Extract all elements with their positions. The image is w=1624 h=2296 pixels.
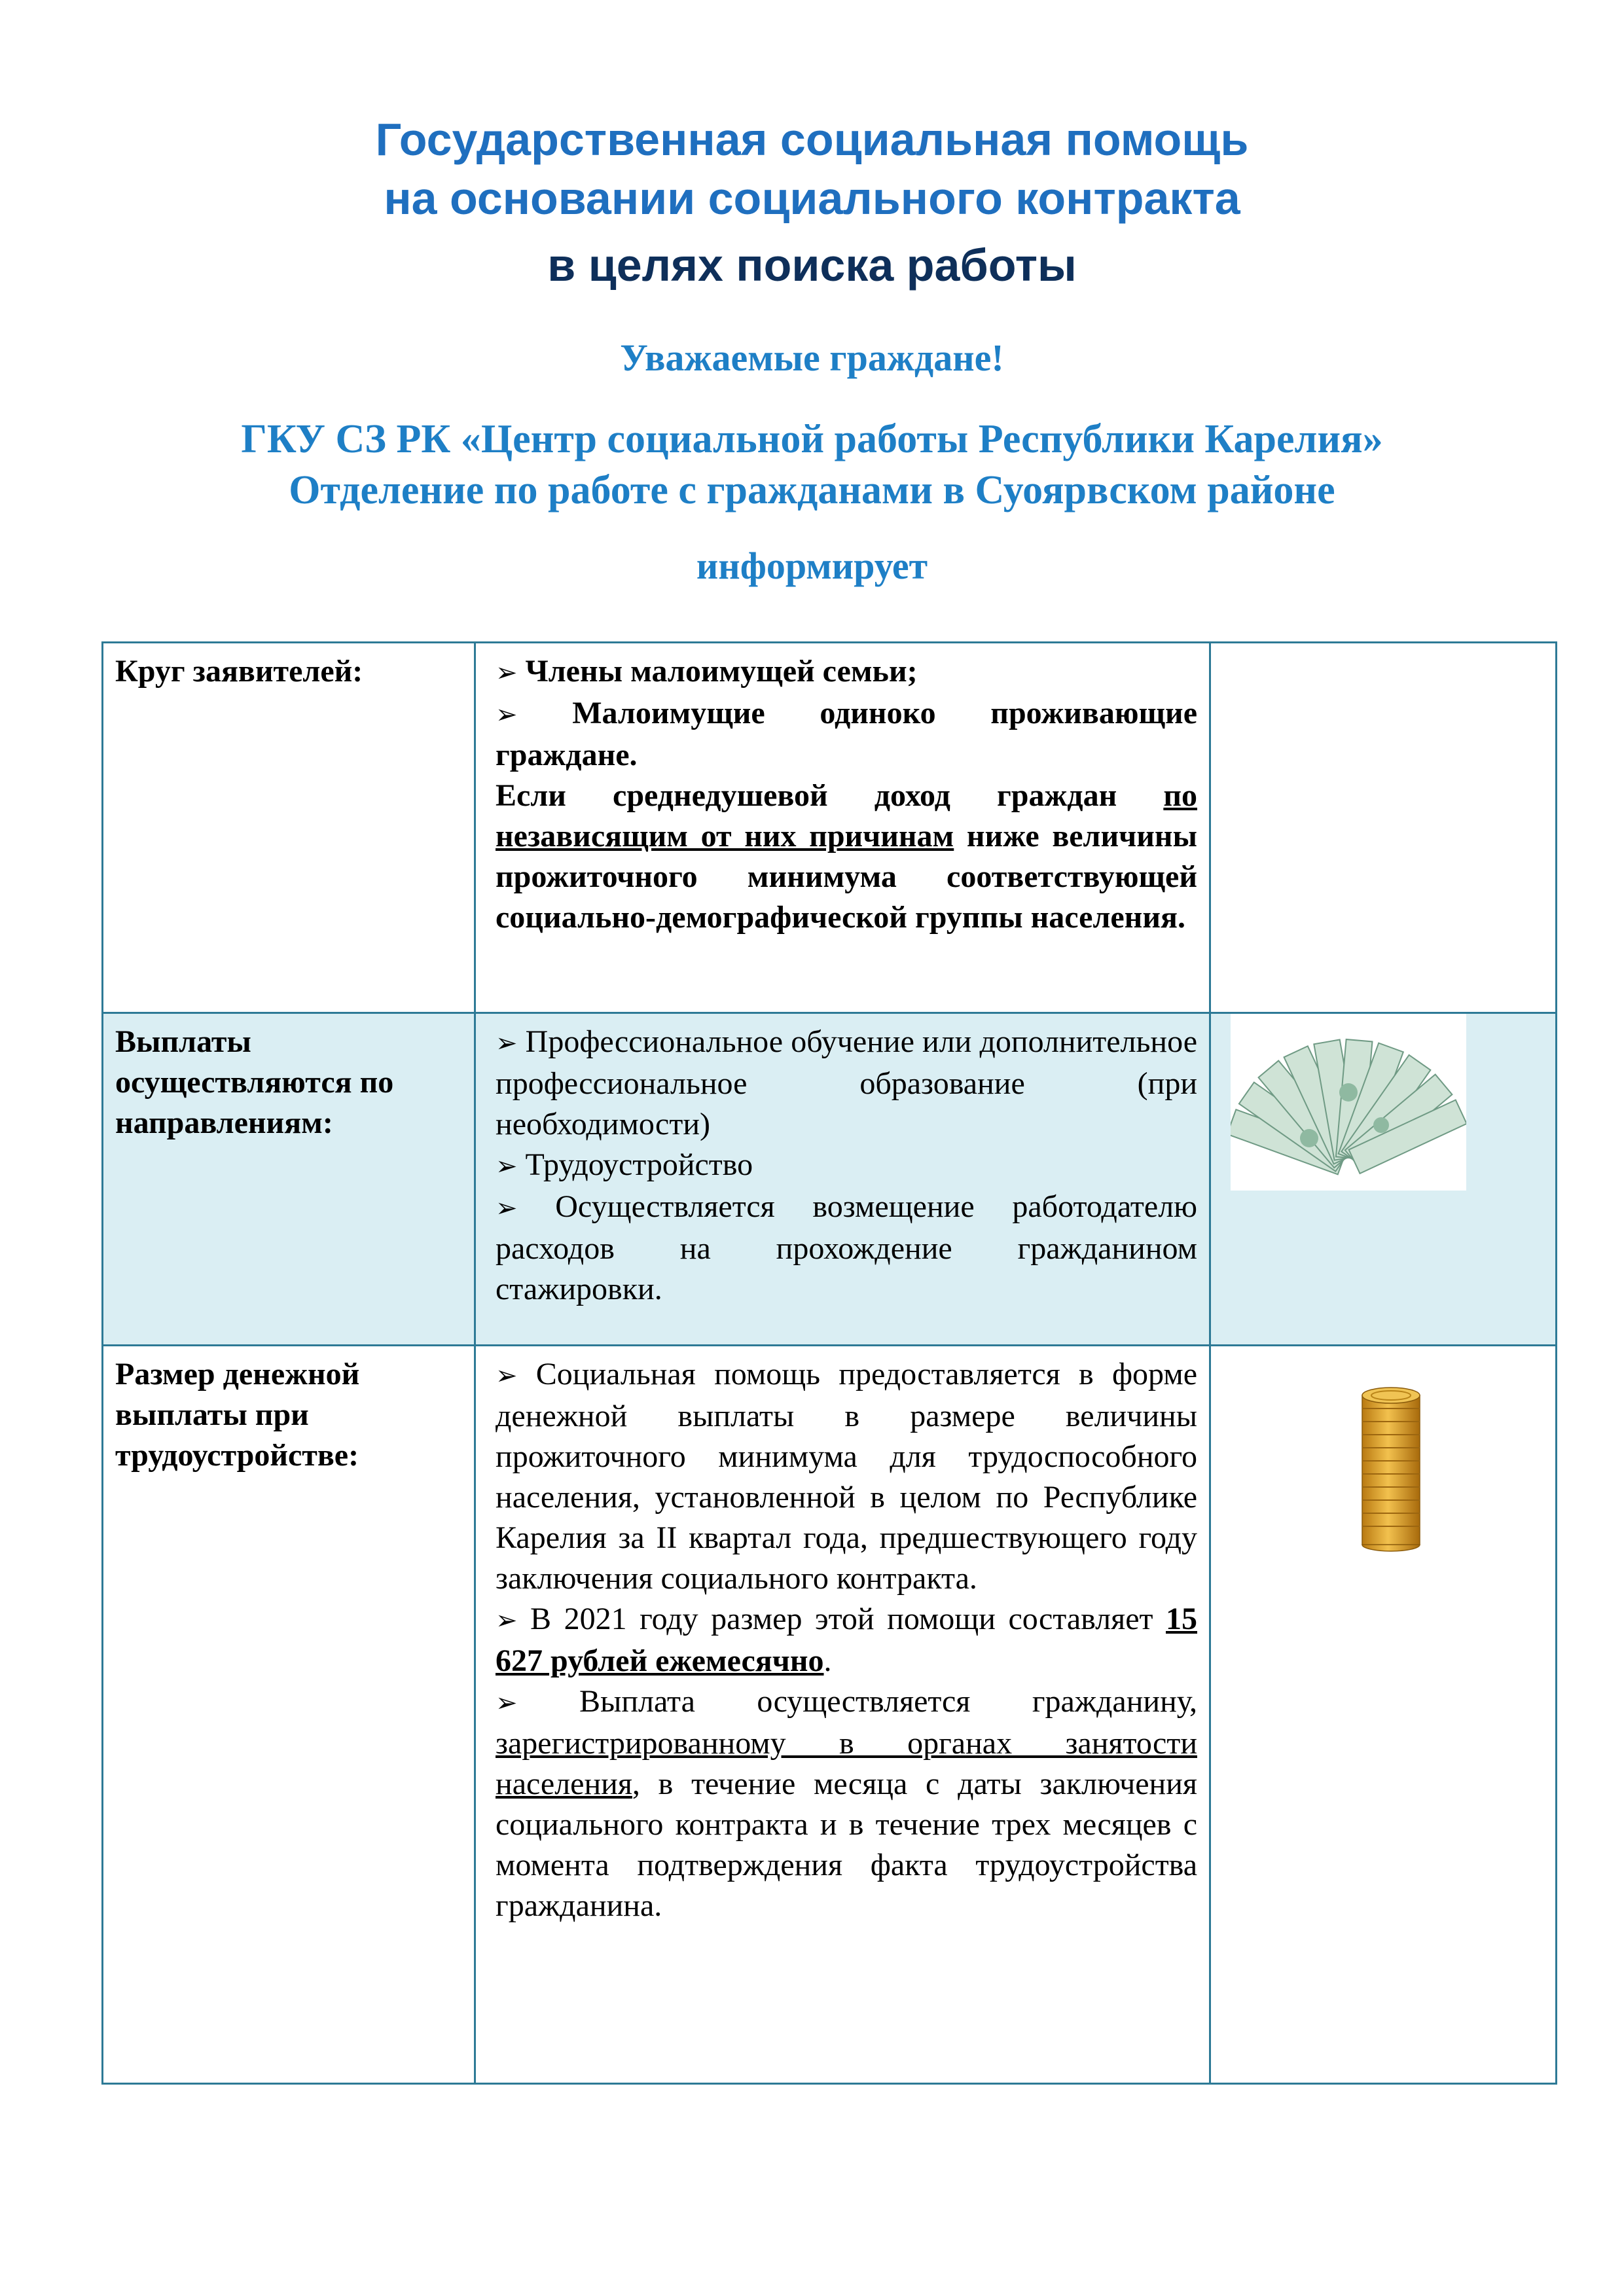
amount-value: 15 627 рублей ежемесячно xyxy=(496,1602,1197,1678)
org-line-1: ГКУ СЗ РК «Центр социальной работы Республики Карелия» xyxy=(241,417,1383,461)
directions-item-1: Профессиональное обучение или дополнительное профессиональное образование (при необходимости) xyxy=(496,1024,1198,1141)
org-line-3: информирует xyxy=(696,545,928,587)
applicants-content xyxy=(475,643,1210,1013)
org-line-2: Отделение по работе с гражданами в Суоярвском районе xyxy=(289,468,1335,512)
table-row-applicants xyxy=(103,643,1557,1013)
directions-item-3: Осуществляется возмещение работодателю расходов на прохождение гражданином стажировки. xyxy=(496,1189,1198,1306)
arrow-bullet-icon: ➢ xyxy=(496,1361,518,1391)
applicants-condition-underlined: по независящим от них причинам xyxy=(496,778,1197,853)
amount-item-3a: Выплата осуществляется гражданину, xyxy=(579,1684,1197,1719)
amount-image-cell xyxy=(1210,1346,1557,2084)
title-line-3: в целях поиска работы xyxy=(547,240,1077,291)
applicants-condition xyxy=(496,776,1197,938)
applicants-image-cell xyxy=(1210,643,1557,1013)
amount-item-3-underlined: зарегистрированному в органах занятости населения xyxy=(496,1726,1197,1801)
amount-content xyxy=(475,1346,1210,2084)
amount-item-2c: . xyxy=(823,1643,832,1678)
title-line-1: Государственная социальная помощь xyxy=(375,114,1249,165)
amount-label: Размер денежной выплаты при трудоустройстве: xyxy=(103,1346,475,2084)
directions-item-2: Трудоустройство xyxy=(525,1147,753,1182)
applicants-condition-a: Если среднедушевой доход граждан xyxy=(496,778,1164,813)
arrow-bullet-icon: ➢ xyxy=(496,1193,518,1223)
amount-item-1: Социальная помощь предоставляется в форме денежной выплаты в размере величины прожиточного минимума для трудоспособного населения, установленной в целом по Республике Карелия за II квартал года, предшествующего году заключения социального контракта. xyxy=(496,1357,1198,1596)
amount-item-3b: , в течение месяца с даты заключения социального контракта и в течение трех месяцев с момента подтверждения факта трудоустройства гражданина. xyxy=(496,1767,1197,1923)
table-row-directions xyxy=(103,1013,1557,1346)
applicants-item-1: Члены малоимущей семьи; xyxy=(525,654,918,689)
info-table xyxy=(101,641,1557,2085)
table-row-amount xyxy=(103,1346,1557,2084)
arrow-bullet-icon: ➢ xyxy=(496,658,518,688)
arrow-bullet-icon: ➢ xyxy=(496,1688,518,1718)
applicants-item-2: Малоимущие одиноко проживающие граждане. xyxy=(496,696,1197,772)
directions-label: Выплаты осуществляются по направлениям: xyxy=(103,1013,475,1346)
applicants-label: Круг заявителей: xyxy=(103,643,475,1013)
arrow-bullet-icon: ➢ xyxy=(496,1605,518,1636)
applicants-condition-b: ниже величины прожиточного минимума соответствующей социально-демографической группы населения. xyxy=(496,819,1197,935)
title-line-2: на основании социального контракта xyxy=(384,173,1240,224)
directions-content xyxy=(475,1013,1210,1346)
amount-item-2a: В 2021 году размер этой помощи составляет xyxy=(530,1602,1166,1636)
arrow-bullet-icon: ➢ xyxy=(496,700,518,730)
coin-stack-icon xyxy=(1358,1382,1424,1552)
arrow-bullet-icon: ➢ xyxy=(496,1151,518,1181)
directions-image-cell xyxy=(1210,1013,1557,1346)
greeting: Уважаемые граждане! xyxy=(620,336,1004,379)
arrow-bullet-icon: ➢ xyxy=(496,1028,518,1058)
banknotes-fan-icon xyxy=(1231,1014,1466,1191)
